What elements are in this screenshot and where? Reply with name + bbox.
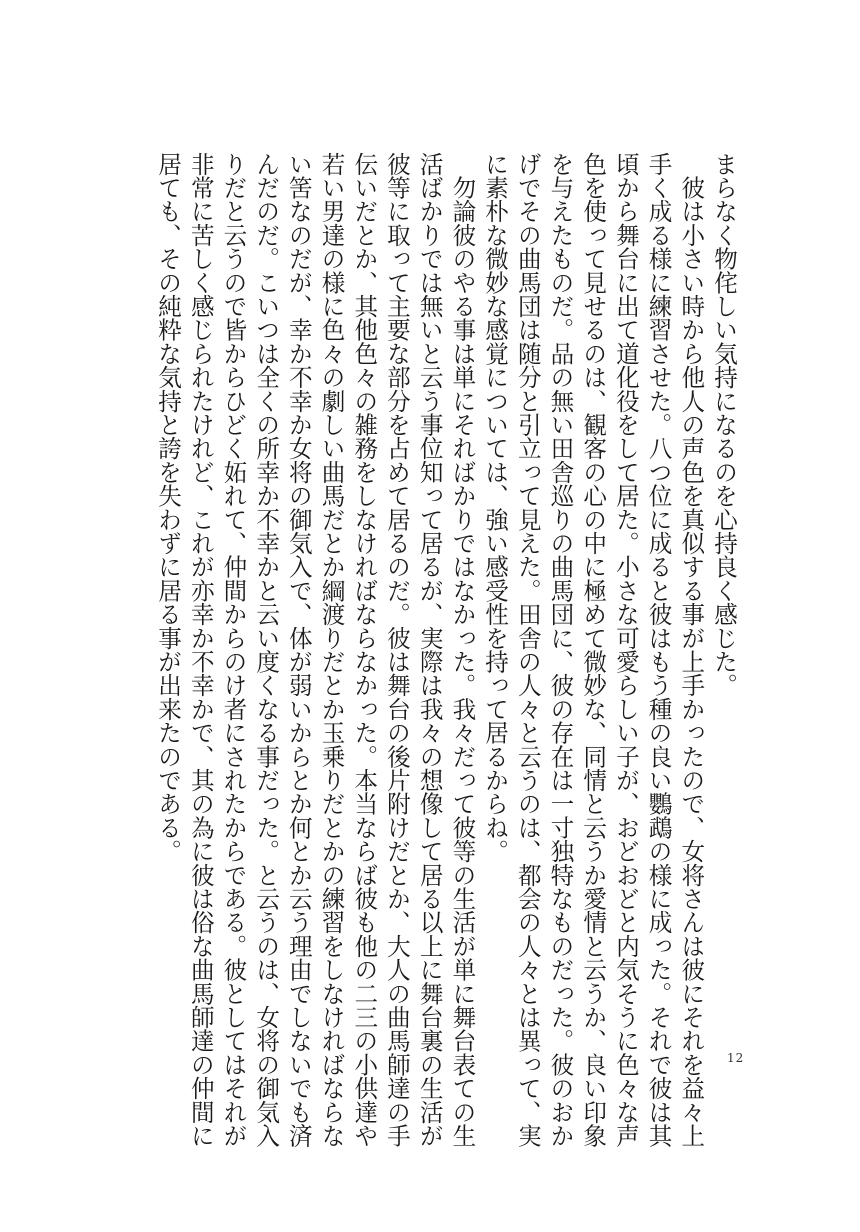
- text-line: 頃から舞台に出て道化役をして居た。小さな可愛らしい子が、おどおどと内気そうに色々な声: [611, 152, 640, 1148]
- text-line: 勿論彼のやる事は単にそればかりではなかった。我々だって彼等の生活が単に舞台表ての生: [448, 152, 477, 1148]
- text-line: 若い男達の様に色々の劇しい曲馬だとか綱渡りだとか玉乗りだとかの練習をしなければならな: [317, 152, 346, 1148]
- text-line: 彼等に取って主要な部分を占めて居るのだ。彼は舞台の後片附けだとか、大人の曲馬師達の手: [382, 152, 411, 1148]
- text-line: まらなく物侘しい気持になるのを心持良く感じた。: [710, 152, 738, 698]
- text-line: を与えたものだ。品の無い田舎巡りの曲馬団に、彼の存在は一寸独特なものだった。彼のおか: [546, 152, 575, 1148]
- text-line: 彼は小さい時から他人の声色を真似する事が上手かったので、女将さんは彼にそれを益々上: [677, 152, 706, 1148]
- text-line: 伝いだとか、其他色々の雑務をしなければならなかった。本当ならば彼も他の二三の小供達や: [350, 152, 379, 1148]
- text-line: 活ばかりでは無いと云う事位知って居るが、実際は我々の想像して居る以上に舞台裏の生活が: [415, 152, 444, 1148]
- text-line: げでその曲馬団は随分と引立って見えた。田舎の人々と云うのは、都会の人々とは異って、実: [513, 152, 542, 1148]
- text-line: 色を使って見せるのは、観客の心の中に極めて微妙な、同情と云うか愛情と云うか、良い印象: [579, 152, 608, 1148]
- text-line: に素朴な微妙な感覚については、強い感受性を持って居るからね。: [481, 152, 510, 863]
- text-line: い筈なのだが、幸か不幸か女将の御気入で、体が弱いからとか何とか云う理由でしないでも済: [284, 152, 313, 1148]
- text-line: りだと云うので皆からひどく妬れて、仲間からのけ者にされたからである。彼としてはそれが: [219, 152, 248, 1148]
- text-line: 居ても、その純粋な気持と誇を失わずに居る事が出来たのである。: [154, 152, 183, 863]
- text-line: んだのだ。こいつは全くの所幸か不幸かと云い度くなる事だった。と云うのは、女将の御気入: [252, 152, 281, 1148]
- text-line: 非常に苦しく感じられたけれど、これが亦幸か不幸かで、其の為に彼は俗な曲馬師達の仲間に: [186, 152, 215, 1148]
- page-number: 12: [727, 1051, 745, 1065]
- text-line: 手く成る様に練習させた。八つ位に成ると彼はもう種の良い鸚鵡の様に成った。それで彼は其: [644, 152, 673, 1148]
